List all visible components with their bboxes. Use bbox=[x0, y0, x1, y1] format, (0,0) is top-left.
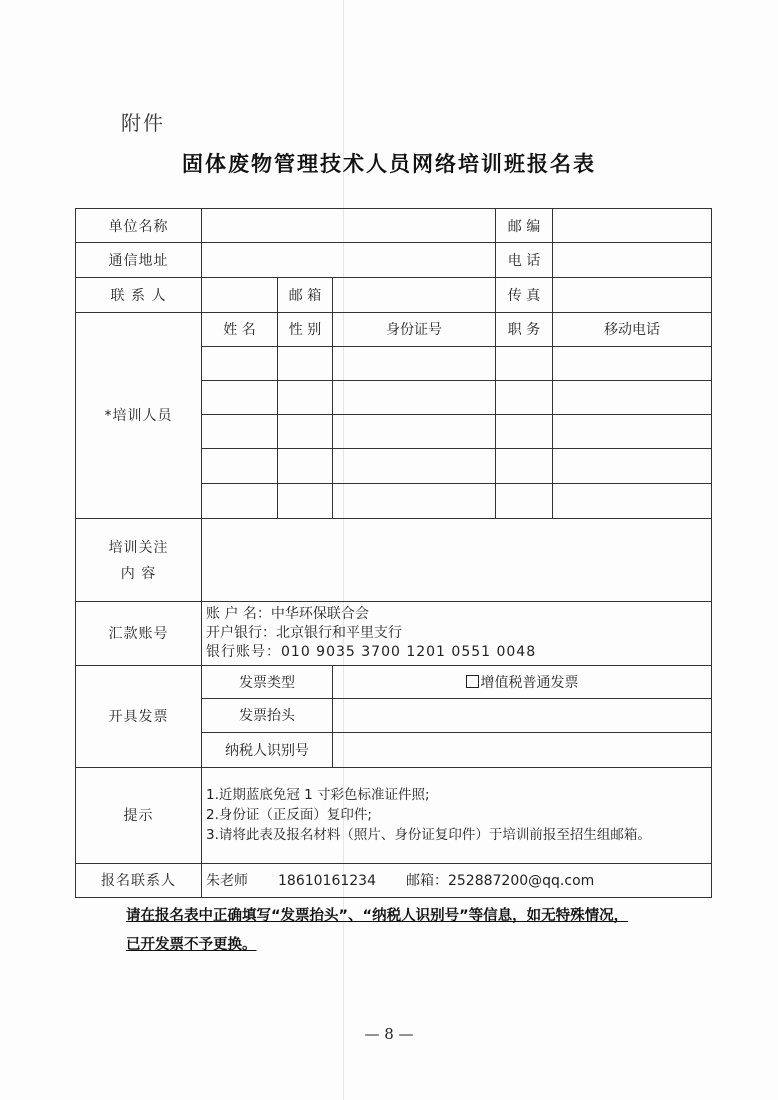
trainee-gender-cell[interactable] bbox=[278, 483, 333, 518]
trainees-label: *培训人员 bbox=[76, 312, 202, 518]
account-name: 账 户 名：中华环保联合会 bbox=[206, 605, 369, 622]
header-id-number: 身份证号 bbox=[333, 312, 496, 346]
tips-label: 提示 bbox=[76, 768, 202, 864]
trainee-gender-cell[interactable] bbox=[278, 380, 333, 414]
postcode-field[interactable] bbox=[553, 209, 712, 243]
contact-phone: 18610161234 bbox=[278, 873, 376, 890]
trainee-name-cell[interactable] bbox=[202, 346, 278, 380]
tips-content bbox=[202, 768, 712, 864]
trainee-gender-cell[interactable] bbox=[278, 449, 333, 483]
trainee-mobile-cell[interactable] bbox=[553, 415, 712, 449]
trainee-name-cell[interactable] bbox=[202, 380, 278, 414]
trainee-id-cell[interactable] bbox=[333, 415, 496, 449]
registration-contact-info bbox=[202, 863, 712, 897]
trainee-gender-cell[interactable] bbox=[278, 346, 333, 380]
trainee-name-cell[interactable] bbox=[202, 415, 278, 449]
contact-name: 朱老师 bbox=[206, 873, 248, 890]
phone-label: 电 话 bbox=[496, 243, 553, 278]
tip-line-1: 1.近期蓝底免冠 1 寸彩色标准证件照; bbox=[206, 787, 430, 804]
fax-field[interactable] bbox=[553, 278, 712, 312]
contact-email: 邮箱：252887200@qq.com bbox=[405, 873, 595, 890]
header-name: 姓 名 bbox=[202, 312, 278, 346]
header-gender: 性 别 bbox=[278, 312, 333, 346]
registration-contact-label: 报名联系人 bbox=[76, 863, 202, 897]
remittance-label: 汇款账号 bbox=[76, 602, 202, 665]
vat-invoice-checkbox[interactable] bbox=[466, 675, 479, 688]
taxpayer-id-label: 纳税人识别号 bbox=[202, 732, 333, 767]
phone-field[interactable] bbox=[553, 243, 712, 278]
trainee-id-cell[interactable] bbox=[333, 346, 496, 380]
address-label: 通信地址 bbox=[76, 243, 202, 278]
trainee-position-cell[interactable] bbox=[496, 449, 553, 483]
bank-name: 开户银行：北京银行和平里支行 bbox=[206, 624, 402, 641]
trainee-mobile-cell[interactable] bbox=[553, 380, 712, 414]
trainee-gender-cell[interactable] bbox=[278, 415, 333, 449]
invoice-header-field[interactable] bbox=[333, 698, 712, 732]
invoice-type-value: 增值税普通发票 bbox=[480, 674, 579, 691]
contact-person-field[interactable] bbox=[202, 278, 278, 312]
attachment-label: 附件 bbox=[121, 111, 165, 135]
unit-name-label: 单位名称 bbox=[76, 209, 202, 243]
invoice-header-label: 发票抬头 bbox=[202, 698, 333, 732]
trainee-name-cell[interactable] bbox=[202, 483, 278, 518]
trainee-mobile-cell[interactable] bbox=[553, 449, 712, 483]
trainee-mobile-cell[interactable] bbox=[553, 346, 712, 380]
form-title: 固体废物管理技术人员网络培训班报名表 bbox=[182, 152, 596, 176]
training-focus-label-line2: 内 容 bbox=[120, 565, 157, 582]
trainee-name-cell[interactable] bbox=[202, 449, 278, 483]
tip-line-2: 2.身份证（正反面）复印件; bbox=[206, 807, 372, 824]
remittance-info bbox=[202, 602, 712, 665]
fax-label: 传 真 bbox=[496, 278, 553, 312]
trainee-position-cell[interactable] bbox=[496, 346, 553, 380]
trainee-id-cell[interactable] bbox=[333, 380, 496, 414]
trainee-mobile-cell[interactable] bbox=[553, 483, 712, 518]
registration-form bbox=[75, 208, 712, 898]
trainee-position-cell[interactable] bbox=[496, 415, 553, 449]
address-field[interactable] bbox=[202, 243, 496, 278]
invoice-type-option[interactable] bbox=[333, 665, 712, 698]
trainee-id-cell[interactable] bbox=[333, 483, 496, 518]
postcode-label: 邮 编 bbox=[496, 209, 553, 243]
notice-line-1: 请在报名表中正确填写“发票抬头”、“纳税人识别号”等信息，如无特殊情况， bbox=[126, 908, 629, 924]
contact-person-label: 联 系 人 bbox=[76, 278, 202, 312]
unit-name-field[interactable] bbox=[202, 209, 496, 243]
training-focus-label bbox=[76, 518, 202, 601]
email-label: 邮 箱 bbox=[278, 278, 333, 312]
tip-line-3: 3.请将此表及报名材料（照片、身份证复印件）于培训前报至招生组邮箱。 bbox=[206, 827, 651, 844]
taxpayer-id-field[interactable] bbox=[333, 732, 712, 767]
trainee-position-cell[interactable] bbox=[496, 483, 553, 518]
training-focus-field[interactable] bbox=[202, 518, 712, 601]
header-position: 职 务 bbox=[496, 312, 553, 346]
invoice-type-label: 发票类型 bbox=[202, 665, 333, 698]
header-mobile: 移动电话 bbox=[553, 312, 712, 346]
email-field[interactable] bbox=[333, 278, 496, 312]
training-focus-label-line1: 培训关注 bbox=[108, 539, 169, 556]
trainee-id-cell[interactable] bbox=[333, 449, 496, 483]
notice-line-2: 已开发票不予更换。 bbox=[126, 937, 257, 953]
account-number: 银行账号：010 9035 3700 1201 0551 0048 bbox=[206, 643, 537, 660]
trainee-position-cell[interactable] bbox=[496, 380, 553, 414]
page-number: — 8 — bbox=[364, 1025, 414, 1043]
invoice-label: 开具发票 bbox=[76, 665, 202, 768]
